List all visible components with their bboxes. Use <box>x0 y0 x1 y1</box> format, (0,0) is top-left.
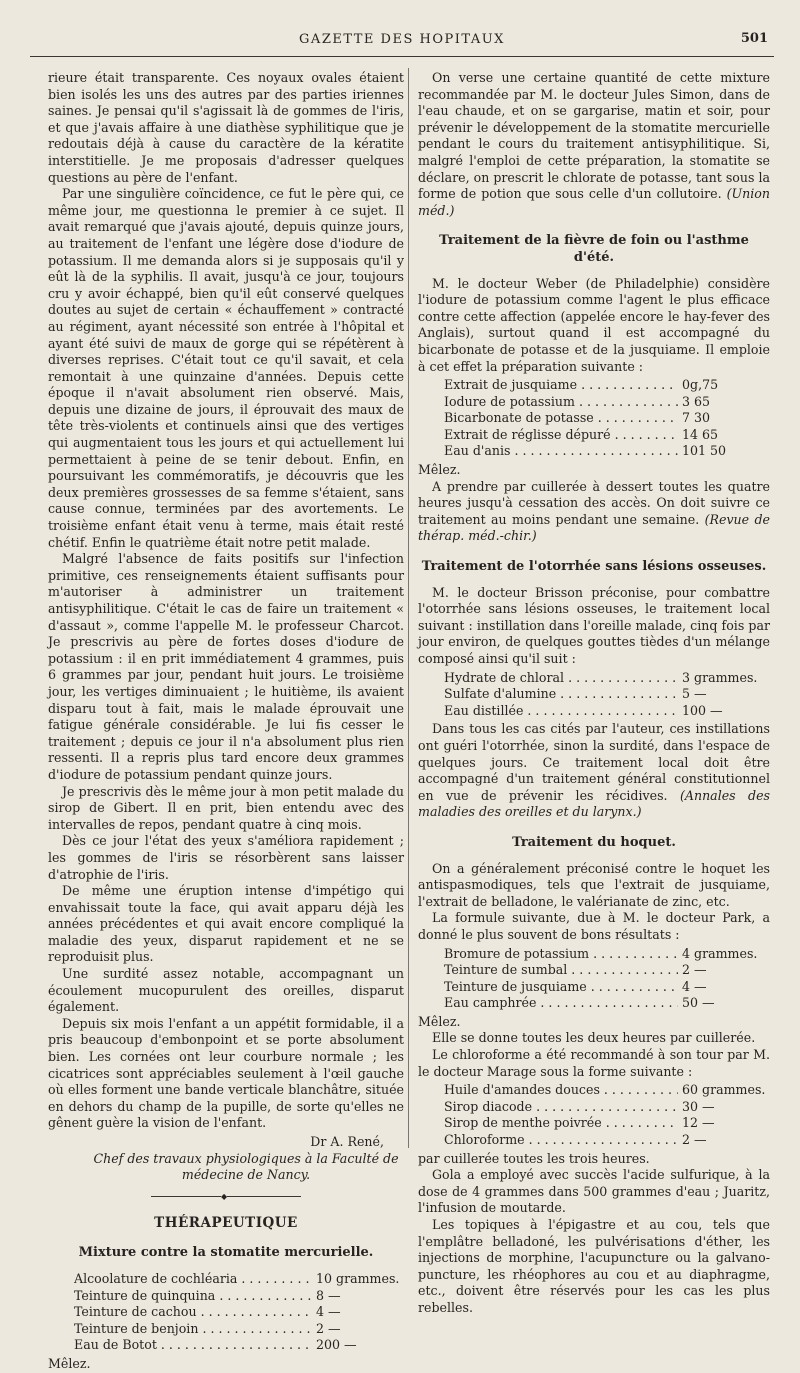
ingredient-qty: 7 30 <box>682 410 711 426</box>
paragraph: par cuillerée toutes les trois heures. <box>418 1150 650 1166</box>
recipe-row <box>444 995 770 1012</box>
paragraph-text: On verse une certaine quantité de cette mixture recommandée par M. le docteur Jules Simon, dans de l'eau chaude, et on se gargarise, matin et soir, pour prévenir le développement de la stomatite mercurielle pendant le cours du traitement antisyphilitique. Si, malgré l'emploi de cette préparation, la stomatite se déclare, on prescrit le chlorate de potasse, tant sous la forme de potion que sous celle d'un collutoire. <box>418 70 770 202</box>
ingredient-name: Iodure de potassium . . . <box>444 394 678 411</box>
recipe-row <box>444 670 770 687</box>
recipe-row <box>444 686 770 703</box>
ingredient-name: Extrait de jusquiame . . . <box>444 377 678 394</box>
melez-note: Mêlez. <box>418 462 461 478</box>
ingredient-qty: 10 grammes. <box>316 1270 400 1286</box>
ingredient-qty: 4 grammes. <box>682 945 758 961</box>
paragraph: M. le docteur Brisson préconise, pour combattre l'otorrhée sans lésions osseuses, le traitement local suivant : instillation dans l'oreille malade, cinq fois par jour environ, de quelques gouttes tièdes d'un mélange composé ainsi qu'il suit : <box>418 584 770 666</box>
paragraph: Gola a employé avec succès l'acide sulfurique, à la dose de 4 grammes dans 500 grammes d'eau ; Juaritz, l'infusion de moutarde. <box>418 1167 770 1216</box>
ingredient-name: Huile d'amandes douces . . . <box>444 1082 678 1099</box>
section-separator <box>151 1196 301 1197</box>
paragraph: La formule suivante, due à M. le docteur Park, a donné le plus souvent de bons résultats : <box>418 910 770 942</box>
ingredient-qty: 5 — <box>682 686 707 702</box>
recipe-list <box>444 377 770 460</box>
page-number: 501 <box>740 31 768 46</box>
paragraph: Malgré l'absence de faits positifs sur l'infection primitive, ces renseignements étaient suffisants pour m'autoriser à administrer un traitement antisyphilitique. C'était le cas de faire un traitement « d'assaut », comme l'appelle M. le professeur Charcot. Je prescrivis au père de fortes doses d'iodure de potassium : il en prit immédiatement 4 grammes, puis 6 grammes par jour, pendant huit jours. Le troisième jour, les vertiges diminuaient ; le huitième, ils avaient disparu tout à fait, mais le malade éprouvait une fatigue générale considérable. Je lui fis cesser le traitement ; depuis ce jour il n'a absolument plus rien ressenti. Il a repris plus tard encore deux grammes d'iodure de potassium pendant quinze jours. <box>48 551 404 782</box>
ingredient-name: Bicarbonate de potasse . . . <box>444 410 678 427</box>
ingredient-name: Chloroforme . . . <box>444 1132 678 1149</box>
ingredient-qty: 14 65 <box>682 426 719 442</box>
ingredient-qty: 8 — <box>316 1287 341 1303</box>
ingredient-name: Teinture de benjoin . . . <box>74 1321 312 1338</box>
paragraph: Le chloroforme a été recommandé à son tour par M. le docteur Marage sous la forme suivante : <box>418 1047 770 1079</box>
recipe-row <box>444 962 770 979</box>
recipe-row <box>74 1271 404 1288</box>
ingredient-qty: 101 50 <box>682 443 727 459</box>
ingredient-qty: 12 — <box>682 1115 715 1131</box>
ingredient-name: Teinture de sumbal . . . <box>444 962 678 979</box>
ingredient-name: Eau de Botot . . . <box>74 1337 312 1354</box>
melez-note: Mêlez. <box>418 1013 461 1029</box>
ingredient-qty: 60 grammes. <box>682 1082 766 1098</box>
ingredient-name: Sulfate d'alumine . . . <box>444 686 678 703</box>
source-citation: (Annales des maladies des oreilles et du larynx.) <box>418 787 770 820</box>
ingredient-qty: 100 — <box>682 702 723 718</box>
section-title: THÉRAPEUTIQUE <box>154 1214 298 1231</box>
author-affiliation: Chef des travaux physiologiques à la Faculté de médecine de Nancy. <box>93 1150 399 1183</box>
article-title: Traitement de l'otorrhée sans lésions osseuses. <box>421 559 767 575</box>
recipe-row <box>444 394 770 411</box>
recipe-row <box>444 410 770 427</box>
ingredient-qty: 0g,75 <box>682 377 719 393</box>
paragraph: rieure était transparente. Ces noyaux ovales étaient bien isolés les uns des autres par des parties iriennes saines. Je pensai qu'il s'agissait là de gommes de l'iris, et que j'avais affaire à une diathèse syphilitique que je redoutais déjà à cause du caractère de la kératite interstitielle. Je me proposais d'adresser quelques questions au père de l'enfant. <box>48 70 404 185</box>
paragraph: De même une éruption intense d'impétigo qui envahissait toute la face, qui avait apparu déjà les années précédentes et qui avait encore compliqué la maladie des yeux, disparut rapidement et ne se reproduisit plus. <box>48 883 404 965</box>
ingredient-qty: 2 — <box>316 1320 341 1336</box>
recipe-list <box>74 1271 404 1354</box>
recipe-row <box>444 1132 770 1149</box>
ingredient-name: Teinture de jusquiame . . . <box>444 979 678 996</box>
paragraph: Elle se donne toutes les deux heures par cuillerée. <box>432 1030 756 1046</box>
ingredient-qty: 200 — <box>316 1337 357 1353</box>
recipe-row <box>74 1321 404 1338</box>
ingredient-name: Hydrate de chloral . . . <box>444 670 678 687</box>
recipe-row <box>444 1115 770 1132</box>
column-divider <box>408 68 409 1148</box>
ingredient-name: Extrait de réglisse dépuré . . . <box>444 427 678 444</box>
ingredient-name: Sirop de menthe poivrée . . . <box>444 1115 678 1132</box>
right-column <box>418 70 770 1317</box>
paragraph: Dès ce jour l'état des yeux s'améliora rapidement ; les gommes de l'iris se résorbèrent sans laisser d'atrophie de l'iris. <box>48 833 404 882</box>
recipe-list <box>444 946 770 1012</box>
ingredient-qty: 4 — <box>682 978 707 994</box>
recipe-list <box>444 1082 770 1148</box>
ingredient-name: Eau camphrée . . . <box>444 995 678 1012</box>
ingredient-name: Teinture de quinquina . . . <box>74 1288 312 1305</box>
melez-note: Mêlez. <box>48 1355 91 1371</box>
recipe-row <box>444 703 770 720</box>
paragraph-text: Dans tous les cas cités par l'auteur, ces instillations ont guéri l'otorrhée, sinon la surdité, dans l'espace de quelques jours. Ce traitement local doit être accompagné d'un traitement général constitutionnel en vue de prévenir les récidives. <box>418 721 770 803</box>
paragraph: Je prescrivis dès le même jour à mon petit malade du sirop de Gibert. Il en prit, bien entendu avec des intervalles de repos, pendant quatre à cinq mois. <box>48 783 404 832</box>
article-title: Mixture contre la stomatite mercurielle. <box>78 1245 374 1261</box>
ingredient-qty: 2 — <box>682 962 707 978</box>
author-signature: Dr A. René, <box>310 1134 384 1149</box>
recipe-row <box>74 1337 404 1354</box>
ingredient-qty: 3 65 <box>682 393 711 409</box>
ingredient-qty: 30 — <box>682 1098 715 1114</box>
paragraph: On a généralement préconisé contre le hoquet les antispasmodiques, tels que l'extrait de jusquiame, l'extrait de belladone, le valérianate de zinc, etc. <box>418 860 770 909</box>
paragraph: Par une singulière coïncidence, ce fut le père qui, ce même jour, me questionna le premier à ce sujet. Il avait remarqué que j'avais ajouté, depuis quinze jours, au traitement de l'enfant une légère dose d'iodure de potassium. Il me demanda alors si je supposais qu'il y eût là de la syphilis. Il avait, jusqu'à ce jour, toujours cru y avoir échappé, bien qu'il eût conservé quelques doutes au sujet de certain « échauffement » contracté au régiment, ayant nécessité son entrée à l'hôpital et ayant été suivi de maux de gorge qui se répétèrent à diverses reprises. C'était tout ce qu'il savait, et cela remontait à une quinzaine d'années. Depuis cette époque il n'avait absolument rien observé. Mais, depuis une dizaine de jours, il éprouvait des maux de tête très-violents et continuels ainsi que des vertiges qui augmentaient tous les jours et qui actuellement lui permettaient à peine de se tenir debout. Enfin, en poursuivant les commémoratifs, je découvris que les deux premières grossesses de sa femme s'étaient, sans cause connue, terminées par des avortements. Le troisième enfant était venu à terme, mais était resté chétif. Enfin le quatrième était notre petit malade. <box>48 186 404 550</box>
paragraph: Les topiques à l'épigastre et au cou, tels que l'emplâtre belladoné, les pulvérisations d'éther, les injections de morphine, l'acupuncture ou la galvano-puncture, les rhéophores au cou et au diaphragme, etc., doivent être réservés pour les cas les plus rebelles. <box>418 1217 770 1315</box>
recipe-row <box>74 1304 404 1321</box>
paragraph: Une surdité assez notable, accompagnant un écoulement mucopurulent des oreilles, disparut également. <box>48 966 404 1015</box>
ingredient-qty: 50 — <box>682 995 715 1011</box>
journal-title: GAZETTE DES HOPITAUX <box>299 32 505 47</box>
article-title: Traitement de la fièvre de foin ou l'asthme d'été. <box>439 233 749 265</box>
paragraph <box>418 70 770 219</box>
recipe-row <box>444 377 770 394</box>
recipe-row <box>444 1099 770 1116</box>
paragraph: Depuis six mois l'enfant a un appétit formidable, il a pris beaucoup d'embonpoint et se porte absolument bien. Les cornées ont leur courbure normale ; les cicatrices sont appréciables seulement à l'œil gauche où elles forment une bande verticale blanchâtre, située en dehors du champ de la pupille, de sorte qu'elles ne gênent guère la vision de l'enfant. <box>48 1015 404 1131</box>
paragraph: M. le docteur Weber (de Philadelphie) considère l'iodure de potassium comme l'agent le plus efficace contre cette affection (appelée encore le hay-fever des Anglais), surtout quand il est accompagné du bicarbonate de potasse et de la jusquiame. Il emploie à cet effet la préparation suivante : <box>418 275 770 374</box>
ingredient-name: Bromure de potassium . . . <box>444 946 678 963</box>
recipe-row <box>444 1082 770 1099</box>
ingredient-name: Alcoolature de cochléaria . . . <box>74 1271 312 1288</box>
recipe-row <box>444 443 770 460</box>
ingredient-name: Eau d'anis . . . <box>444 443 678 460</box>
article-title: Traitement du hoquet. <box>512 834 676 850</box>
paragraph <box>418 479 770 545</box>
page-header <box>30 26 774 57</box>
recipe-row <box>444 427 770 444</box>
ingredient-name: Sirop diacode . . . <box>444 1099 678 1116</box>
ingredient-qty: 3 grammes. <box>682 669 758 685</box>
left-column <box>48 70 404 1373</box>
ingredient-qty: 4 — <box>316 1304 341 1320</box>
paragraph-text: A prendre par cuillerée à dessert toutes les quatre heures jusqu'à cessation des accès. On doit suivre ce traitement au moins pendant une semaine. <box>418 478 770 527</box>
source-citation: (Revue de thérap. méd.-chir.) <box>418 511 770 544</box>
recipe-row <box>74 1288 404 1305</box>
ingredient-name: Teinture de cachou . . . <box>74 1304 312 1321</box>
recipe-row <box>444 979 770 996</box>
ingredient-qty: 2 — <box>682 1132 707 1148</box>
source-citation: (Union méd.) <box>418 186 770 218</box>
paragraph <box>418 721 770 821</box>
recipe-row <box>444 946 770 963</box>
ingredient-name: Eau distillée . . . <box>444 703 678 720</box>
recipe-list <box>444 670 770 720</box>
